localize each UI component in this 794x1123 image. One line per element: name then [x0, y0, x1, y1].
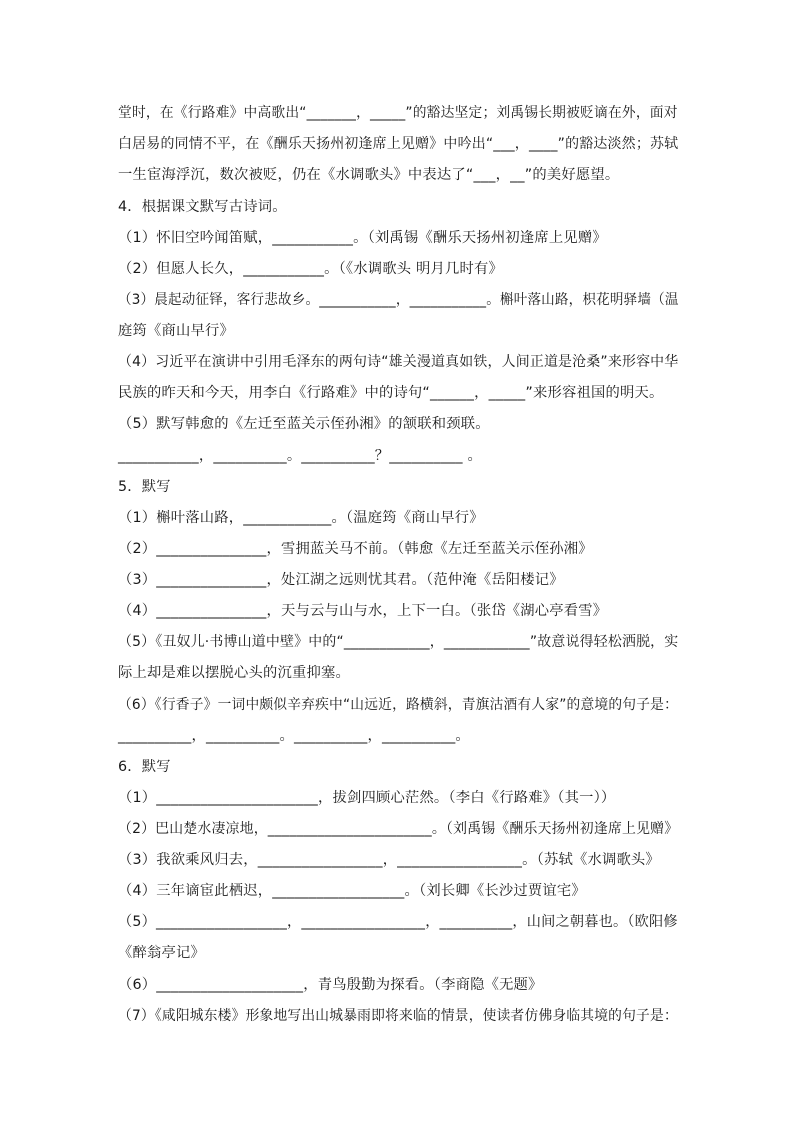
text-line: （4）习近平在演讲中引用毛泽东的两句诗“雄关漫道真如铁，人间正道是沧桑”来形容中华: [118, 354, 679, 370]
text-line: （1）槲叶落山路，____________。（温庭筠《商山早行》: [118, 510, 484, 526]
answer-blank-line: ___________，__________。__________？__________ 。: [118, 448, 483, 464]
text-line: （2）巴山楚水凄凉地，_______________________。（刘禹锡《酬乐天扬州初逢席上见赠》: [118, 821, 679, 837]
text-line: （1）怀旧空吟闻笛赋，___________。（刘禹锡《酬乐天扬州初逢席上见赠》: [118, 230, 607, 246]
text-line: （1）______________________，拔剑四顾心茫然。（李白《行路难》（其一））: [118, 790, 616, 806]
text-line: （6）____________________，青鸟殷勤为探看。（李商隐《无题》: [118, 977, 543, 993]
text-line: 一生宦海浮沉，数次被贬，仍在《水调歌头》中表达了“___，__”的美好愿望。: [118, 167, 620, 183]
text-line: （4）_______________，天与云与山与水，上下一白。（张岱《湖心亭看雪》: [118, 603, 608, 619]
question-heading: 6．默写: [118, 759, 171, 775]
text-line: （7）《咸阳城东楼》形象地写出山城暴雨即将来临的情景，使读者仿佛身临其境的句子是：: [118, 1008, 678, 1024]
text-line: 堂时，在《行路难》中高歌出“_______，_____”的豁达坚定；刘禹锡长期被贬谪在外，面对: [118, 105, 678, 121]
text-line: 庭筠《商山早行》: [118, 323, 234, 339]
text-line: （4）三年谪宦此栖迟，__________________。（刘长卿《长沙过贾谊宅》: [118, 883, 586, 899]
question-heading: 4．根据课文默写古诗词。: [118, 199, 287, 215]
text-line: （5）默写韩愈的《左迁至蓝关示侄孙湘》的颔联和颈联。: [118, 416, 490, 432]
text-line: （3）_______________，处江湖之远则忧其君。（范仲淹《岳阳楼记》: [118, 572, 564, 588]
text-line: （6）《行香子》一词中颇似辛弃疾中“山远近，路横斜，青旗沽酒有人家”的意境的句子是：: [118, 697, 679, 713]
text-line: 民族的昨天和今天，用李白《行路难》中的诗句“______，_____”来形容祖国的明天。: [118, 385, 664, 401]
text-line: （2）但愿人长久，___________。（《水调歌头 明月几时有》: [118, 261, 504, 277]
text-line: （2）_______________，雪拥蓝关马不前。（韩愈《左迁至蓝关示侄孙湘》: [118, 541, 593, 557]
text-line: （3）我欲乘风归去，_________________，_________________。（苏轼《水调歌头》: [118, 852, 660, 868]
question-heading: 5．默写: [118, 479, 171, 495]
text-line: （5）《丑奴儿·书博山道中壁》中的“____________，____________”故意说得轻松洒脱，实: [118, 634, 679, 650]
answer-blank-line: __________，__________。__________，__________。: [118, 728, 470, 744]
text-line: 际上却是难以摆脱心头的沉重抑塞。: [118, 665, 350, 681]
text-line: 《醉翁亭记》: [118, 945, 205, 961]
text-line: 白居易的同情不平，在《酬乐天扬州初逢席上见赠》中吟出“___，____”的豁达淡然；苏轼: [118, 136, 679, 152]
text-line: （3）晨起动征铎，客行悲故乡。___________，___________。槲叶落山路，枳花明驿墙（温: [118, 292, 679, 308]
text-line: （5）__________________，_________________，__________，山间之朝暮也。（欧阳修: [118, 914, 678, 930]
